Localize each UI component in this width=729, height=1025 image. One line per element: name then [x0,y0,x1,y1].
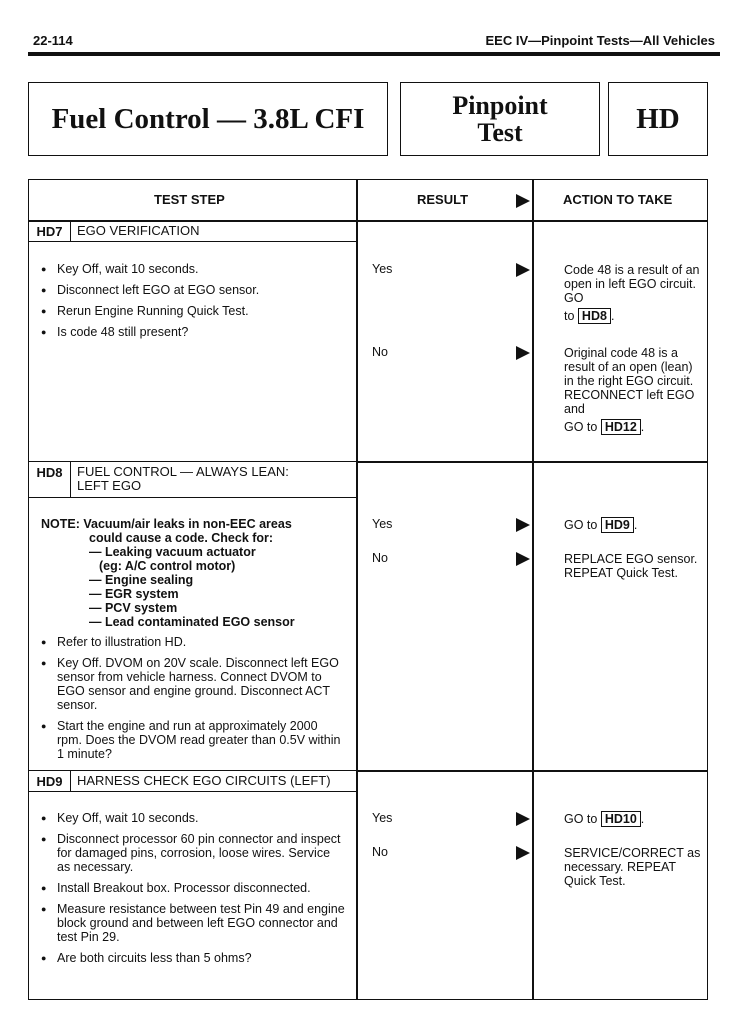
arrow-icon [516,518,530,532]
action-text: Code 48 is a result of an open in left EGO circuit. GO to HD8 . [564,263,700,323]
list-item: ● Are both circuits less than 5 ohms? [41,951,346,965]
row-divider-2-right [357,770,707,772]
action-text: GO to HD9 . [564,518,638,532]
header-rule [28,52,720,56]
note-item: — Lead contaminated EGO sensor [89,615,295,629]
test-code: HD [636,102,680,135]
title-box-code [608,82,708,156]
note-item: — EGR system [89,587,179,601]
step-header-hd7 [29,220,357,242]
list-item: ● Disconnect left EGO at EGO sensor. [41,283,346,297]
step-reference-hd10[interactable]: HD10 [601,811,641,827]
result-yes: Yes [372,811,393,825]
step-title: FUEL CONTROL — ALWAYS LEAN: LEFT EGO [77,464,289,493]
action-text: REPLACE EGO sensor. REPEAT Quick Test. [564,552,698,580]
step-header-hd8 [29,461,357,498]
step-id: HD9 [29,771,71,791]
arrow-icon [516,552,530,566]
page-number: 22-114 [33,33,73,48]
step-id: HD8 [29,462,71,497]
result-no: No [372,845,388,859]
header-action: ACTION TO TAKE [563,192,673,207]
header-test-step: TEST STEP [154,192,225,207]
header-arrow-icon [516,194,530,208]
pinpoint-label-2: Test [477,118,523,147]
step-bullets-hd8 [41,635,346,768]
step-title: HARNESS CHECK EGO CIRCUITS (LEFT) [77,773,331,788]
step-note-hd8: NOTE: Vacuum/air leaks in non-EEC areas could cause a code. Check for: — Leaking vacuum actuator (eg: A/C control motor) — Engine sealing — EGR system — PCV system — Lead contaminated EGO sensor [41,517,351,629]
column-divider-1 [356,180,358,999]
column-divider-2 [532,180,534,999]
step-reference-hd12[interactable]: HD12 [601,419,641,435]
note-item: — PCV system [89,601,178,615]
result-no: No [372,551,388,565]
list-item: ● Disconnect processor 60 pin connector and inspect for damaged pins, corrosion, loose wires. Service as necessary. [41,832,346,874]
note-item: (eg: A/C control motor) [99,559,236,573]
pinpoint-label-1: Pinpoint [452,90,548,120]
title-box-main [28,82,388,156]
list-item: ● Is code 48 still present? [41,325,346,339]
header-result: RESULT [417,192,469,207]
list-item: ● Install Breakout box. Processor disconnected. [41,881,346,895]
action-text: GO to HD10 . [564,812,645,826]
step-reference-hd9[interactable]: HD9 [601,517,634,533]
arrow-icon [516,846,530,860]
step-header-hd9 [29,770,357,792]
list-item: ● Rerun Engine Running Quick Test. [41,304,346,318]
result-yes: Yes [372,262,393,276]
step-id: HD7 [29,221,71,241]
list-item: ● Key Off. DVOM on 20V scale. Disconnect left EGO sensor from vehicle harness. Connect DVOM to EGO sensor and engine ground. Disconnect ACT sensor. [41,656,346,712]
list-item: ● Refer to illustration HD. [41,635,346,649]
result-no: No [372,345,388,359]
result-yes: Yes [372,517,393,531]
list-item: ● Start the engine and run at approximately 2000 rpm. Does the DVOM read greater than 0.5V within 1 minute? [41,719,346,761]
arrow-icon [516,263,530,277]
action-text: SERVICE/CORRECT as necessary. REPEAT Quick Test. [564,846,701,888]
section-title: EEC IV—Pinpoint Tests—All Vehicles [485,33,715,48]
title-box-pinpoint [400,82,600,156]
arrow-icon [516,812,530,826]
step-title: EGO VERIFICATION [77,223,200,238]
step-bullets-hd7 [41,262,346,346]
list-item: ● Measure resistance between test Pin 49 and engine block ground and between left EGO connector and test Pin 29. [41,902,346,944]
pinpoint-table [28,179,708,1000]
list-item: ● Key Off, wait 10 seconds. [41,262,346,276]
note-item: — Engine sealing [89,573,194,587]
main-title: Fuel Control — 3.8L CFI [51,102,365,135]
step-bullets-hd9 [41,811,346,972]
action-text: Original code 48 is a result of an open (lean) in the right EGO circuit. RECONNECT left EGO and GO to HD12 . [564,346,695,434]
arrow-icon [516,346,530,360]
note-item: — Leaking vacuum actuator [89,545,256,559]
step-reference-hd8[interactable]: HD8 [578,308,611,324]
list-item: ● Key Off, wait 10 seconds. [41,811,346,825]
row-divider-1-right [357,461,707,463]
